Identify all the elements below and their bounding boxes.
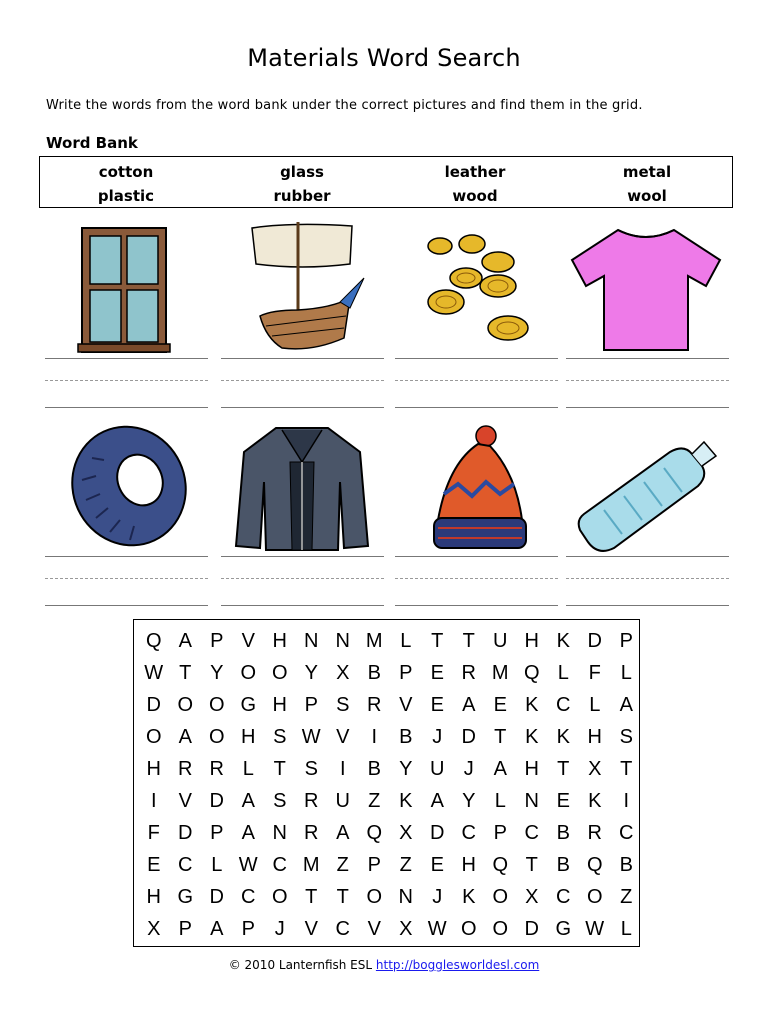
- word-bank-word: rubber: [273, 187, 331, 205]
- grid-letter: Y: [399, 758, 413, 780]
- grid-letter: L: [400, 630, 412, 652]
- grid-letter: J: [274, 918, 285, 940]
- grid-letter: G: [240, 694, 257, 716]
- grid-letter: C: [335, 918, 350, 940]
- grid-letter: B: [556, 822, 570, 844]
- grid-letter: M: [491, 662, 509, 684]
- grid-letter: T: [620, 758, 633, 780]
- grid-letter: K: [399, 790, 413, 812]
- grid-letter: O: [271, 886, 288, 908]
- grid-letter: Q: [145, 630, 162, 652]
- grid-letter: M: [365, 630, 383, 652]
- grid-letter: W: [144, 662, 164, 684]
- grid-letter: X: [588, 758, 602, 780]
- grid-letter: J: [432, 726, 443, 748]
- grid-letter: P: [399, 662, 413, 684]
- grid-letter: L: [557, 662, 569, 684]
- word-bank-word: wool: [627, 187, 667, 205]
- wool-hat-icon: [428, 424, 528, 552]
- t-shirt-icon: [568, 226, 724, 354]
- grid-letter: D: [461, 726, 476, 748]
- word-bank-word: leather: [444, 163, 506, 181]
- grid-letter: R: [178, 758, 193, 780]
- grid-letter: R: [209, 758, 224, 780]
- grid-letter: L: [620, 662, 632, 684]
- grid-letter: B: [556, 854, 570, 876]
- website-link[interactable]: http://bogglesworldesl.com: [375, 958, 540, 972]
- grid-letter: T: [431, 630, 444, 652]
- grid-letter: C: [556, 694, 571, 716]
- grid-letter: B: [367, 662, 381, 684]
- grid-letter: L: [494, 790, 506, 812]
- grid-letter: Q: [366, 822, 383, 844]
- grid-letter: H: [241, 726, 256, 748]
- grid-letter: C: [272, 854, 287, 876]
- grid-letter: I: [339, 758, 346, 780]
- grid-letter: Y: [210, 662, 224, 684]
- grid-letter: G: [555, 918, 572, 940]
- grid-letter: R: [587, 822, 602, 844]
- grid-letter: J: [463, 758, 474, 780]
- grid-letter: N: [272, 822, 287, 844]
- grid-letter: B: [399, 726, 413, 748]
- footer: [0, 958, 768, 972]
- grid-letter: O: [240, 662, 257, 684]
- tire-icon: [66, 420, 192, 552]
- grid-letter: U: [493, 630, 508, 652]
- grid-letter: X: [525, 886, 539, 908]
- grid-letter: A: [430, 790, 444, 812]
- grid-letter: I: [623, 790, 630, 812]
- grid-letter: V: [399, 694, 413, 716]
- grid-letter: S: [273, 726, 287, 748]
- grid-letter: T: [273, 758, 286, 780]
- grid-letter: H: [587, 726, 602, 748]
- grid-letter: P: [241, 918, 255, 940]
- grid-letter: L: [242, 758, 254, 780]
- grid-letter: K: [556, 630, 570, 652]
- grid-letter: A: [336, 822, 350, 844]
- grid-letter: D: [587, 630, 602, 652]
- grid-letter: A: [241, 822, 255, 844]
- grid-letter: E: [430, 662, 444, 684]
- grid-letter: X: [336, 662, 350, 684]
- grid-letter: H: [461, 854, 476, 876]
- grid-letter: N: [398, 886, 413, 908]
- grid-letter: X: [399, 822, 413, 844]
- grid-letter: I: [371, 726, 378, 748]
- grid-letter: P: [178, 918, 192, 940]
- copyright-text: © 2010 Lanternfish ESL: [228, 958, 373, 972]
- grid-letter: V: [367, 918, 381, 940]
- grid-letter: K: [556, 726, 570, 748]
- grid-letter: M: [302, 854, 320, 876]
- grid-letter: N: [304, 630, 319, 652]
- grid-letter: X: [147, 918, 161, 940]
- grid-letter: D: [146, 694, 161, 716]
- grid-letter: K: [462, 886, 476, 908]
- grid-letter: S: [273, 790, 287, 812]
- grid-letter: H: [146, 886, 161, 908]
- grid-letter: T: [494, 726, 507, 748]
- grid-letter: N: [524, 790, 539, 812]
- grid-letter: T: [525, 854, 538, 876]
- grid-letter: C: [524, 822, 539, 844]
- grid-letter: O: [460, 918, 477, 940]
- grid-letter: T: [557, 758, 570, 780]
- leather-jacket-icon: [232, 422, 372, 554]
- grid-letter: P: [210, 630, 224, 652]
- grid-letter: F: [147, 822, 160, 844]
- word-bank-heading: Word Bank: [46, 134, 138, 152]
- grid-letter: T: [179, 662, 192, 684]
- grid-letter: W: [585, 918, 605, 940]
- grid-letter: R: [367, 694, 382, 716]
- grid-letter: Q: [492, 854, 509, 876]
- grid-letter: G: [177, 886, 194, 908]
- grid-letter: O: [208, 694, 225, 716]
- grid-letter: R: [461, 662, 476, 684]
- grid-letter: D: [524, 918, 539, 940]
- grid-letter: K: [588, 790, 602, 812]
- grid-letter: Z: [620, 886, 633, 908]
- grid-letter: C: [241, 886, 256, 908]
- word-bank-word: wood: [452, 187, 498, 205]
- grid-letter: D: [430, 822, 445, 844]
- grid-letter: E: [556, 790, 570, 812]
- grid-letter: Q: [523, 662, 540, 684]
- grid-letter: O: [586, 886, 603, 908]
- grid-letter: Y: [304, 662, 318, 684]
- grid-letter: X: [399, 918, 413, 940]
- grid-letter: K: [525, 726, 539, 748]
- grid-letter: S: [336, 694, 350, 716]
- grid-letter: H: [272, 694, 287, 716]
- grid-letter: D: [209, 886, 224, 908]
- page-title: Materials Word Search: [247, 44, 521, 72]
- grid-letter: W: [301, 726, 321, 748]
- grid-letter: L: [620, 918, 632, 940]
- grid-letter: D: [209, 790, 224, 812]
- grid-letter: K: [525, 694, 539, 716]
- grid-letter: U: [430, 758, 445, 780]
- grid-letter: A: [178, 630, 192, 652]
- grid-letter: T: [305, 886, 318, 908]
- grid-letter: O: [177, 694, 194, 716]
- grid-letter: E: [430, 694, 444, 716]
- instructions: Write the words from the word bank under the correct pictures and find them in the grid.: [46, 98, 643, 113]
- grid-letter: P: [493, 822, 507, 844]
- grid-letter: O: [492, 886, 509, 908]
- grid-letter: W: [427, 918, 447, 940]
- grid-letter: O: [208, 726, 225, 748]
- grid-letter: C: [178, 854, 193, 876]
- grid-letter: A: [619, 694, 633, 716]
- grid-letter: A: [462, 694, 476, 716]
- grid-letter: E: [430, 854, 444, 876]
- grid-letter: C: [556, 886, 571, 908]
- plastic-bottle-icon: [574, 430, 720, 554]
- grid-letter: H: [272, 630, 287, 652]
- word-bank-word: cotton: [98, 163, 154, 181]
- grid-letter: Y: [462, 790, 476, 812]
- grid-letter: A: [241, 790, 255, 812]
- wooden-ship-icon: [232, 220, 382, 354]
- grid-letter: H: [524, 630, 539, 652]
- grid-letter: V: [336, 726, 350, 748]
- grid-letter: F: [588, 662, 601, 684]
- grid-letter: E: [147, 854, 161, 876]
- grid-letter: R: [304, 790, 319, 812]
- grid-letter: T: [336, 886, 349, 908]
- grid-letter: C: [619, 822, 634, 844]
- grid-letter: C: [461, 822, 476, 844]
- grid-letter: B: [619, 854, 633, 876]
- grid-letter: P: [304, 694, 318, 716]
- grid-letter: S: [304, 758, 318, 780]
- grid-letter: L: [589, 694, 601, 716]
- grid-letter: Z: [368, 790, 381, 812]
- grid-letter: B: [367, 758, 381, 780]
- word-bank-word: plastic: [97, 187, 155, 205]
- grid-letter: S: [619, 726, 633, 748]
- grid-letter: V: [178, 790, 192, 812]
- grid-letter: N: [335, 630, 350, 652]
- grid-letter: P: [367, 854, 381, 876]
- grid-letter: A: [493, 758, 507, 780]
- word-bank-box: [39, 156, 733, 208]
- window-icon: [74, 222, 174, 354]
- grid-letter: O: [366, 886, 383, 908]
- grid-letter: D: [178, 822, 193, 844]
- word-bank-word: glass: [280, 163, 324, 181]
- grid-letter: O: [492, 918, 509, 940]
- grid-letter: L: [211, 854, 223, 876]
- grid-letter: O: [271, 662, 288, 684]
- grid-letter: A: [210, 918, 224, 940]
- grid-letter: P: [210, 822, 224, 844]
- word-search-grid: [133, 619, 640, 947]
- coins-icon: [422, 232, 534, 348]
- grid-letter: Z: [399, 854, 412, 876]
- grid-letter: Z: [336, 854, 349, 876]
- grid-letter: H: [146, 758, 161, 780]
- grid-letter: O: [145, 726, 162, 748]
- grid-letter: V: [241, 630, 255, 652]
- grid-letter: P: [619, 630, 633, 652]
- grid-letter: R: [304, 822, 319, 844]
- grid-letter: J: [432, 886, 443, 908]
- grid-letter: I: [150, 790, 157, 812]
- grid-letter: A: [178, 726, 192, 748]
- grid-letter: Q: [586, 854, 603, 876]
- word-bank-word: metal: [622, 163, 672, 181]
- grid-letter: E: [493, 694, 507, 716]
- grid-letter: V: [304, 918, 318, 940]
- grid-letter: W: [238, 854, 258, 876]
- grid-letter: T: [462, 630, 475, 652]
- grid-letter: U: [335, 790, 350, 812]
- grid-letter: H: [524, 758, 539, 780]
